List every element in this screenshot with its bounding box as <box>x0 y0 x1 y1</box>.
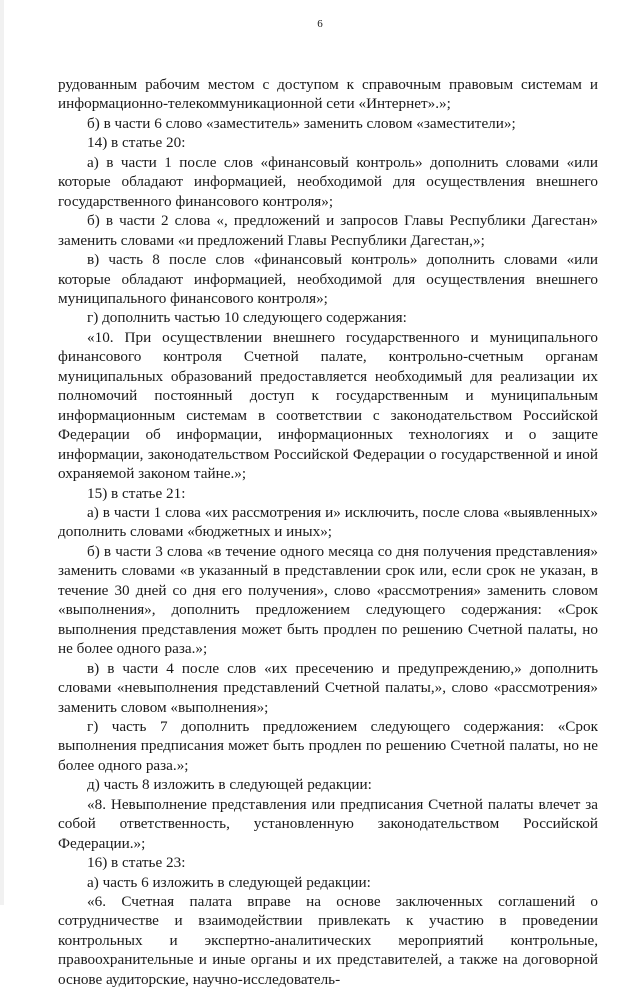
paragraph: д) часть 8 изложить в следующей редакции: <box>87 776 372 794</box>
paragraph: б) в части 3 слова «в течение одного месяца со дня получения представления» заменить словами «в указанный в представлении срок или, если срок не указан, в течение 30 дней со дня его получения», слово «рассмотрения» заменить словом «выполнения», дополнить предложением следующего содержания: «Срок выполнения представления может быть продлен по решению Счетной палаты, но не более одного раза.»; <box>58 542 598 658</box>
paragraph-item-15: 15) в статье 21: <box>87 484 186 502</box>
paragraph-item-14: 14) в статье 20: <box>87 134 186 152</box>
paragraph-continuation: рудованным рабочим местом с доступом к справочным правовым системам и информационно-телекоммуникационной сети «Интернет».»; <box>58 76 598 113</box>
paragraph-quote: «10. При осуществлении внешнего государственного и муниципального финансового контроля Счетной палате, контрольно-счетным органам муниципальных образований предоставляется необходимый для реализации их полномочий постоянный доступ к государственным и муниципальным информационным системам в соответствии с законодательством Российской Федерации об информации, информационных технологиях и о защите информации, законодательством Российской Федерации о государственной и иной охраняемой законом тайне.»; <box>58 328 598 483</box>
paragraph-item-16: 16) в статье 23: <box>87 854 186 872</box>
paragraph: а) часть 6 изложить в следующей редакции: <box>87 873 371 891</box>
paragraph-quote: «6. Счетная палата вправе на основе заключенных соглашений о сотрудничестве и взаимодействии привлекать к участию в проведении контрольных и экспертно-аналитических мероприятий контрольные, правоохранительные и иные органы и их представителей, а также на договорной основе аудиторские, научно-исследователь- <box>58 893 598 988</box>
paragraph-quote: «8. Невыполнение представления или предписания Счетной палаты влечет за собой ответственность, установленную законодательством Российской Федерации.»; <box>58 795 598 852</box>
scan-edge <box>0 0 4 905</box>
document-body <box>58 75 598 989</box>
paragraph: в) в части 4 после слов «их пресечению и предупреждению,» дополнить словами «невыполнения представлений Счетной палаты,», слово «рассмотрения» заменить словом «выполнения»; <box>58 659 598 716</box>
page-number: 6 <box>317 18 323 30</box>
paragraph: а) в части 1 слова «их рассмотрения и» исключить, после слова «выявленных» дополнить словами «бюджетных и иных»; <box>58 503 598 541</box>
paragraph: в) часть 8 после слов «финансовый контроль» дополнить словами «или которые обладают информацией, необходимой для осуществления внешнего муниципального финансового контроля»; <box>58 251 598 307</box>
paragraph: б) в части 6 слово «заместитель» заменить словом «заместители»; <box>87 114 516 132</box>
paragraph: б) в части 2 слова «, предложений и запросов Главы Республики Дагестан» заменить словами «и предложений Главы Республики Дагестан,»; <box>58 212 598 249</box>
paragraph: г) часть 7 дополнить предложением следующего содержания: «Срок выполнения предписания может быть продлен по решению Счетной палаты, но не более одного раза.»; <box>58 717 598 774</box>
paragraph: г) дополнить частью 10 следующего содержания: <box>87 309 407 327</box>
paragraph: а) в части 1 после слов «финансовый контроль» дополнить словами «или которые обладают информацией, необходимой для осуществления внешнего государственного финансового контроля»; <box>58 153 598 210</box>
